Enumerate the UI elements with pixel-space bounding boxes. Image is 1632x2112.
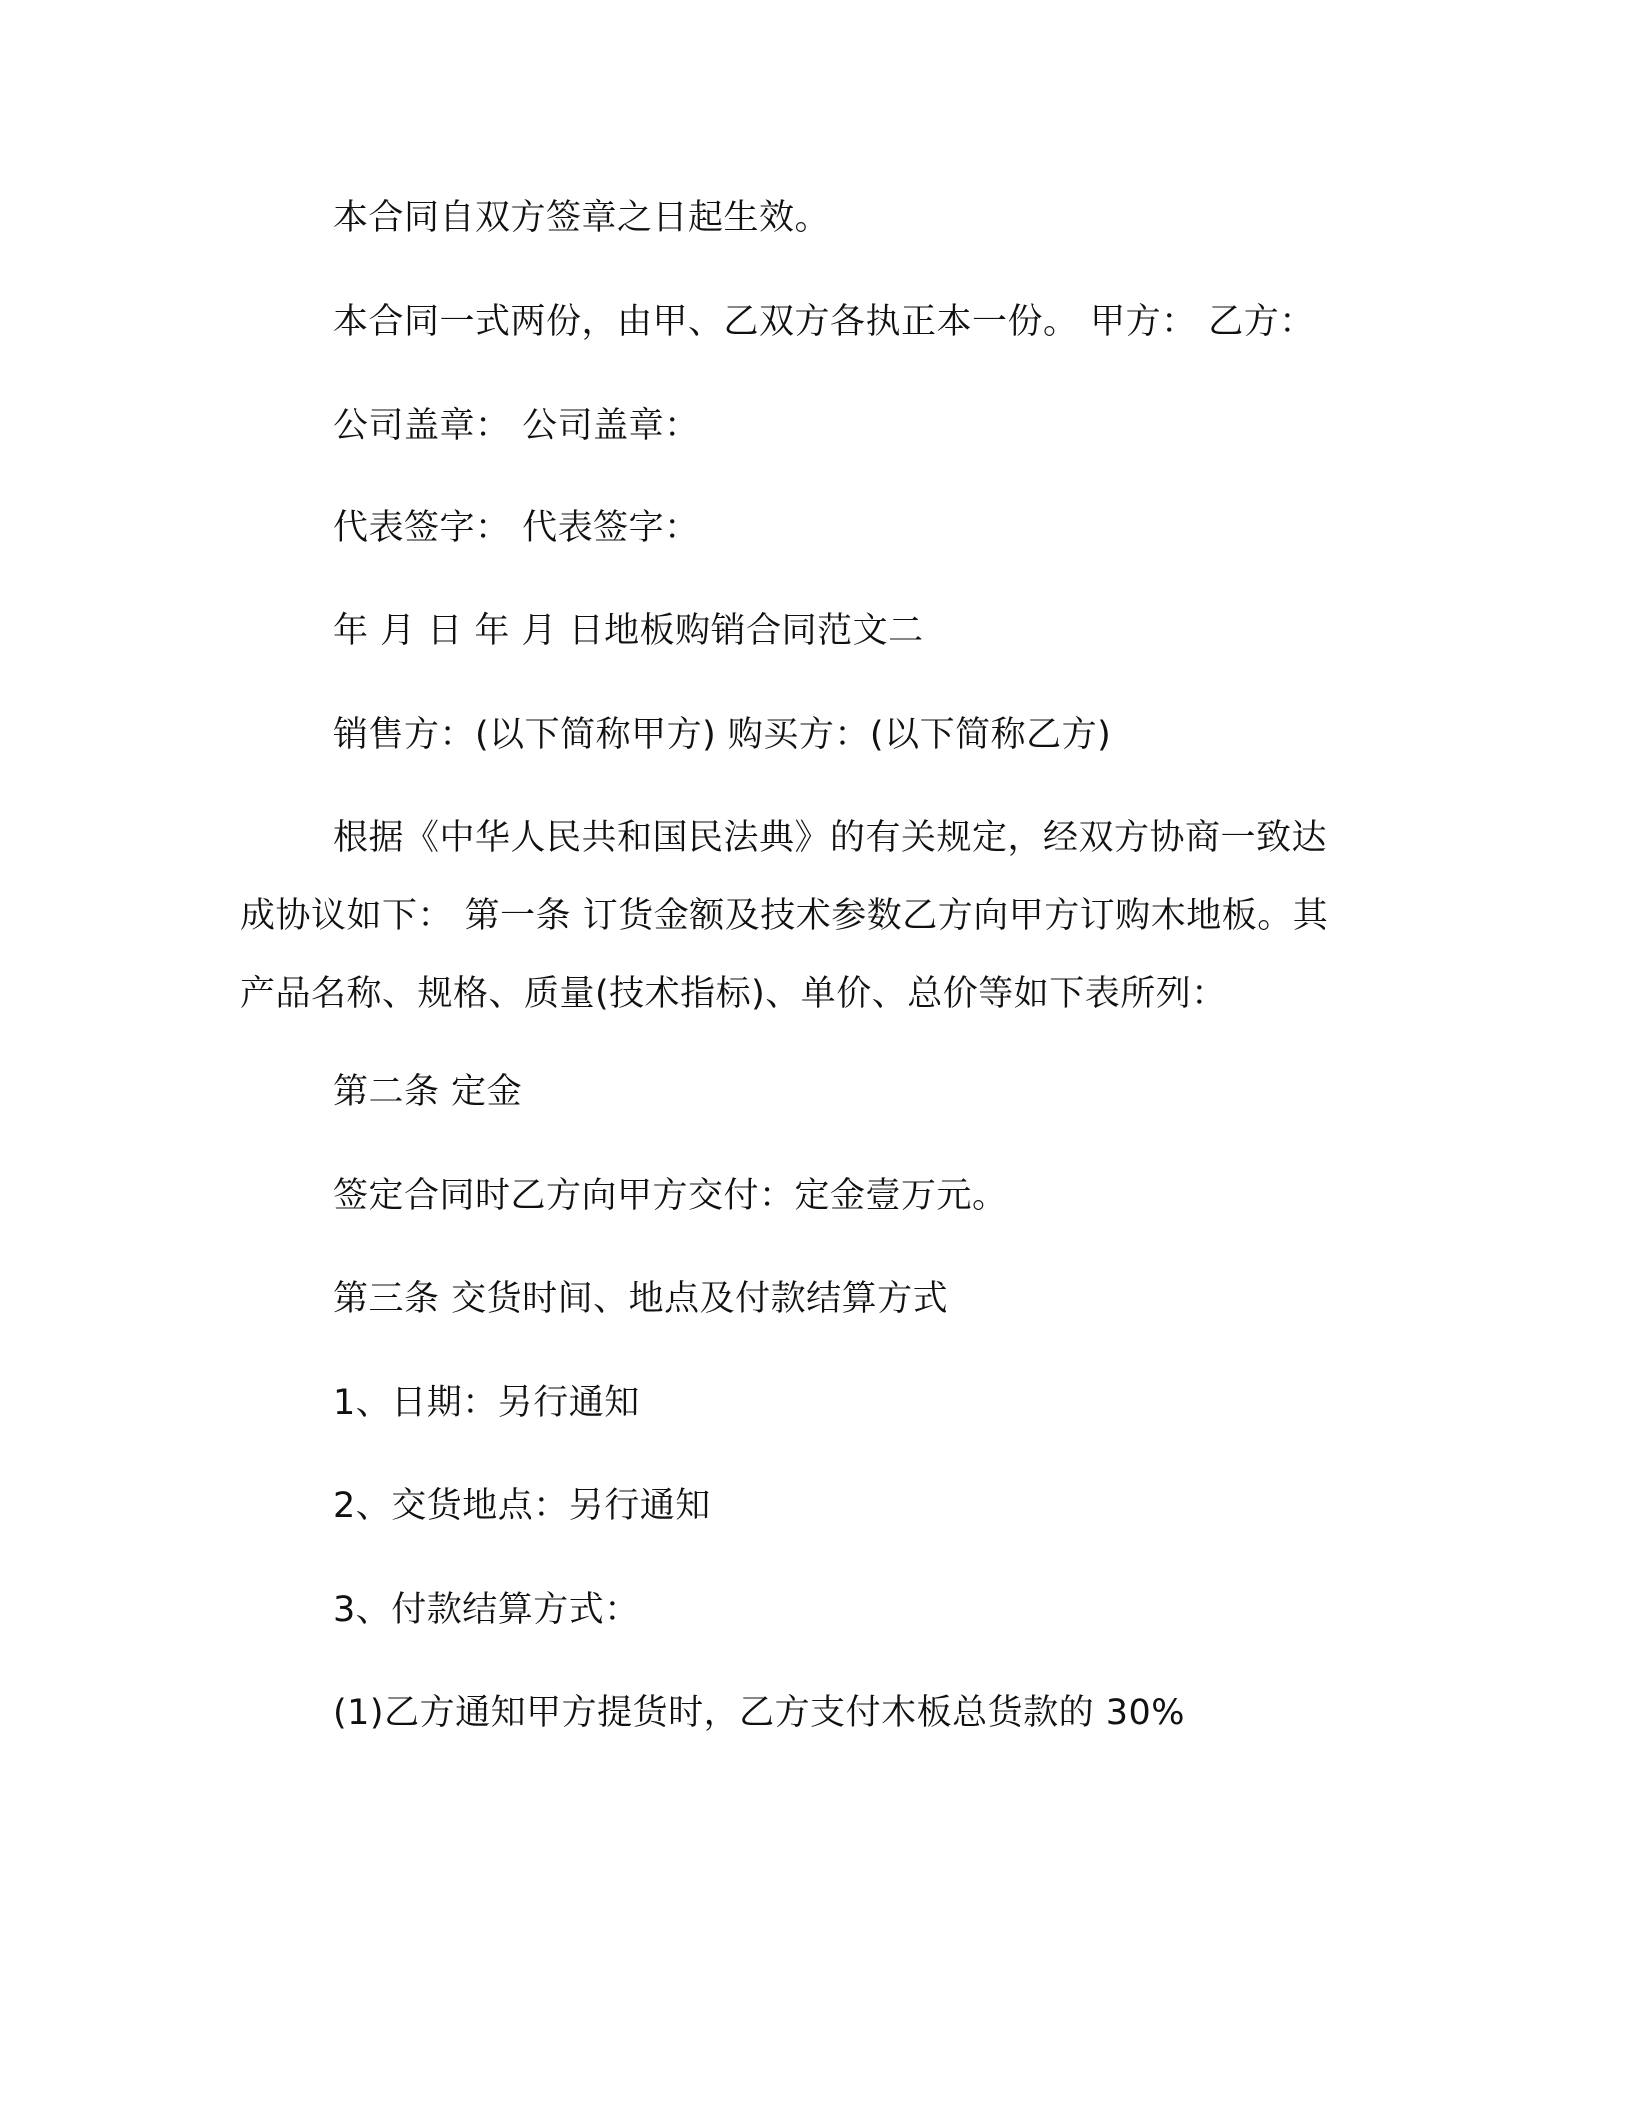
representative-signature-line: 代表签字： 代表签字： — [333, 508, 700, 548]
payment-subitem-1: (1)乙方通知甲方提货时，乙方支付木板总货款的 30% — [333, 1693, 1185, 1733]
legal-basis-paragraph — [240, 799, 1380, 1033]
deposit-clause: 签定合同时乙方向甲方交付：定金壹万元。 — [333, 1176, 1008, 1216]
item-date: 1、日期：另行通知 — [333, 1383, 640, 1423]
date-and-title-line: 年 月 日 年 月 日地板购销合同范文二 — [333, 611, 924, 651]
item-payment-method: 3、付款结算方式： — [333, 1590, 640, 1630]
article-two-heading: 第二条 定金 — [333, 1072, 523, 1112]
legal-basis-line-2: 成协议如下： 第一条 订货金额及技术参数乙方向甲方订购木地板。其 — [240, 896, 1329, 936]
parties-line: 销售方：(以下简称甲方) 购买方：(以下简称乙方) — [333, 715, 1112, 755]
company-seal-line: 公司盖章： 公司盖章： — [333, 406, 700, 446]
effective-clause: 本合同自双方签章之日起生效。 — [333, 198, 831, 238]
article-three-heading: 第三条 交货时间、地点及付款结算方式 — [333, 1279, 949, 1319]
copies-clause: 本合同一式两份，由甲、乙双方各执正本一份。 甲方： 乙方： — [333, 302, 1315, 342]
item-delivery-location: 2、交货地点：另行通知 — [333, 1486, 711, 1526]
legal-basis-line-3: 产品名称、规格、质量(技术指标)、单价、总价等如下表所列： — [240, 974, 1227, 1014]
legal-basis-line-1: 根据《中华人民共和国民法典》的有关规定，经双方协商一致达 — [333, 818, 1328, 858]
